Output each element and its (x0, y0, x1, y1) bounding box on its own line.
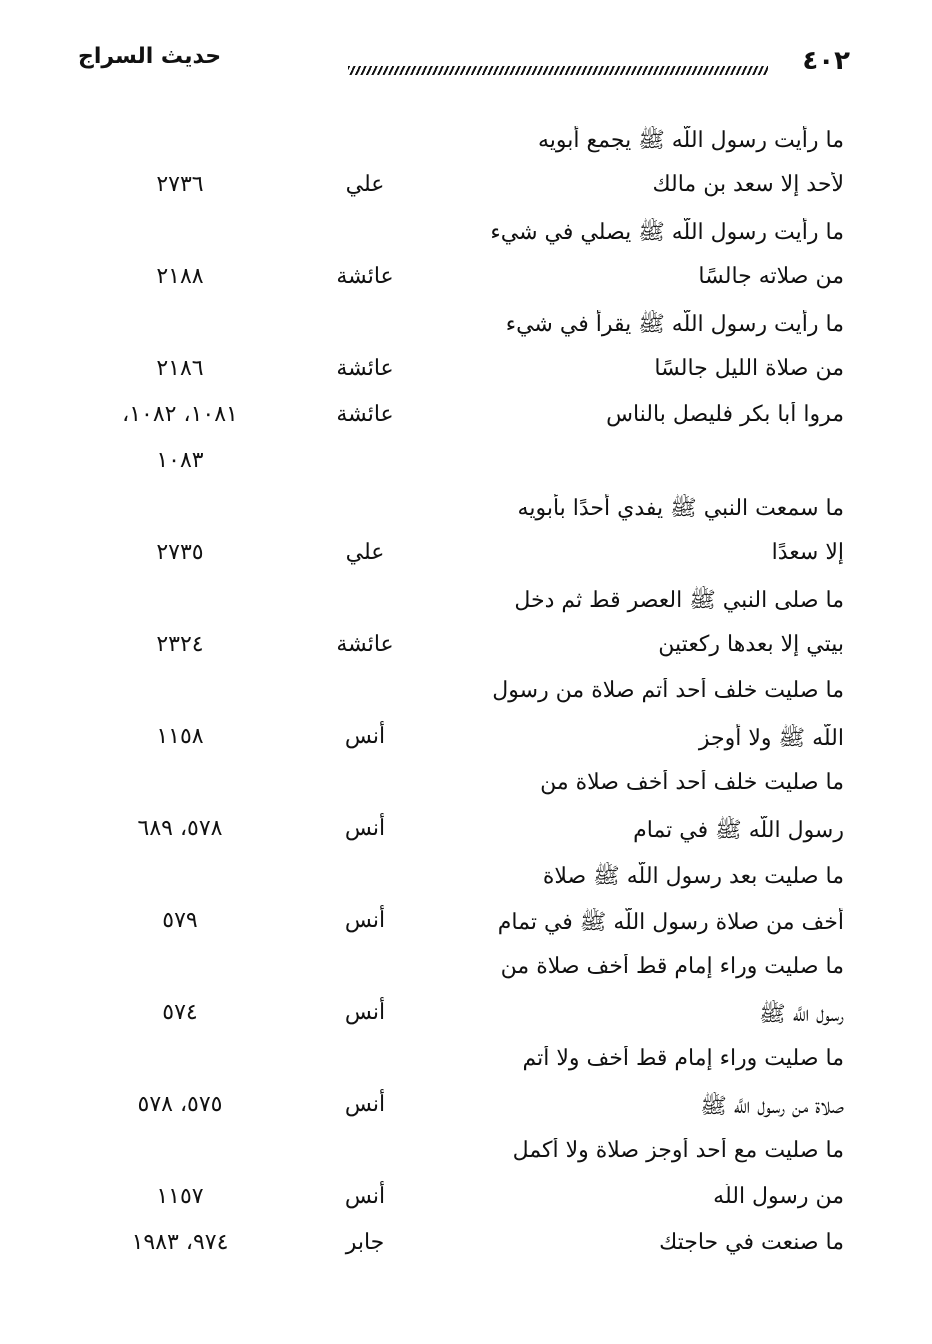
hadith-refs: ٢١٨٨ (156, 264, 204, 289)
hadith-text: صلاة من رسول اللَّه ﷺ (700, 1094, 844, 1119)
hadith-refs: ١٠٨١، ١٠٨٢، (122, 402, 238, 427)
narrator: أنس (344, 1000, 386, 1025)
index-row (0, 1224, 932, 1270)
hadith-text: اللَّه ﷺ ولا أوجز (698, 726, 844, 751)
hadith-text: مروا أبا بكر فليصل بالناس (606, 402, 844, 427)
hadith-refs: ١٠٨٣ (156, 448, 204, 473)
hadith-text: إلا سعدًا (771, 540, 844, 565)
hadith-refs: ٥٧٨، ٦٨٩ (137, 816, 223, 841)
narrator: أنس (344, 1092, 386, 1117)
index-row (0, 1178, 932, 1224)
narrator: علي (345, 540, 385, 565)
hadith-text: من صلاته جالسًا (698, 264, 844, 289)
hadith-refs: ١١٥٨ (156, 724, 204, 749)
hadith-text: ما صليت خلف أحد أخف صلاة من (540, 770, 844, 795)
narrator: عائشة (336, 356, 394, 381)
index-row (0, 534, 932, 580)
hadith-refs: ٥٧٤ (162, 1000, 198, 1025)
hadith-text: بيتي إلا بعدها ركعتين (658, 632, 844, 657)
hadith-text: ما صلى النبي ﷺ العصر قط ثم دخل (514, 588, 844, 613)
hadith-text: ما صنعت في حاجتك (659, 1230, 844, 1255)
hadith-refs: ٥٧٥، ٥٧٨ (137, 1092, 223, 1117)
narrator: علي (345, 172, 385, 197)
index-row (0, 764, 932, 810)
narrator: عائشة (336, 632, 394, 657)
hadith-text: ما صليت مع أحد أوجز صلاة ولا أكمل (512, 1138, 844, 1163)
hadith-refs: ٢٧٣٥ (156, 540, 204, 565)
index-row (0, 212, 932, 258)
index-row (0, 396, 932, 442)
narrator: أنس (344, 724, 386, 749)
index-row (0, 902, 932, 948)
narrator: أنس (344, 1184, 386, 1209)
index-row (0, 120, 932, 166)
hadith-text: ما صليت خلف أحد أتم صلاة من رسول (492, 678, 844, 703)
index-row (0, 1132, 932, 1178)
index-row (0, 718, 932, 764)
index-row (0, 442, 932, 488)
index-row (0, 810, 932, 856)
hadith-text: رسول اللَّه ﷺ في تمام (633, 818, 844, 843)
hadith-text: ما صليت بعد رسول اللَّه ﷺ صلاة (542, 864, 844, 889)
index-row (0, 580, 932, 626)
hadith-text: رسول اللَّه ﷺ (759, 1002, 844, 1027)
hadith-text: من رسول اللَّه (713, 1184, 844, 1209)
index-row (0, 258, 932, 304)
hadith-text: ما سمعت النبي ﷺ يفدي أحدًا بأبويه (517, 496, 844, 521)
hadith-text: لأحد إلا سعد بن مالك (652, 172, 844, 197)
index-row (0, 994, 932, 1040)
narrator: أنس (344, 816, 386, 841)
page-number: ٤٠٢ (802, 46, 850, 76)
hadith-index-list (0, 120, 932, 1270)
page-header (78, 42, 850, 92)
hadith-text: ما رأيت رسول اللَّه ﷺ يصلي في شيء (490, 220, 844, 245)
index-row (0, 856, 932, 902)
index-row (0, 166, 932, 212)
hadith-refs: ٢١٨٦ (156, 356, 204, 381)
narrator: أنس (344, 908, 386, 933)
narrator: عائشة (336, 264, 394, 289)
index-row (0, 1086, 932, 1132)
narrator: جابر (345, 1230, 385, 1255)
hadith-text: ما رأيت رسول اللَّه ﷺ يقرأ في شيء (505, 312, 844, 337)
hadith-refs: ٥٧٩ (162, 908, 198, 933)
header-rule (348, 66, 768, 75)
narrator: عائشة (336, 402, 394, 427)
hadith-text: أخف من صلاة رسول اللَّه ﷺ في تمام (497, 910, 844, 935)
hadith-text: من صلاة الليل جالسًا (654, 356, 844, 381)
index-row (0, 488, 932, 534)
hadith-refs: ١١٥٧ (156, 1184, 204, 1209)
hadith-text: ما صليت وراء إمام قط أخف ولا أتم (522, 1046, 844, 1071)
index-row (0, 672, 932, 718)
index-row (0, 626, 932, 672)
hadith-text: ما صليت وراء إمام قط أخف صلاة من (500, 954, 844, 979)
hadith-text: ما رأيت رسول اللَّه ﷺ يجمع أبويه (537, 128, 844, 153)
book-title: حديث السراج (78, 44, 222, 69)
index-row (0, 304, 932, 350)
index-row (0, 1040, 932, 1086)
hadith-refs: ٩٧٤، ١٩٨٣ (131, 1230, 229, 1255)
hadith-refs: ٢٧٣٦ (156, 172, 204, 197)
index-row (0, 350, 932, 396)
index-row (0, 948, 932, 994)
hadith-refs: ٢٣٢٤ (156, 632, 204, 657)
